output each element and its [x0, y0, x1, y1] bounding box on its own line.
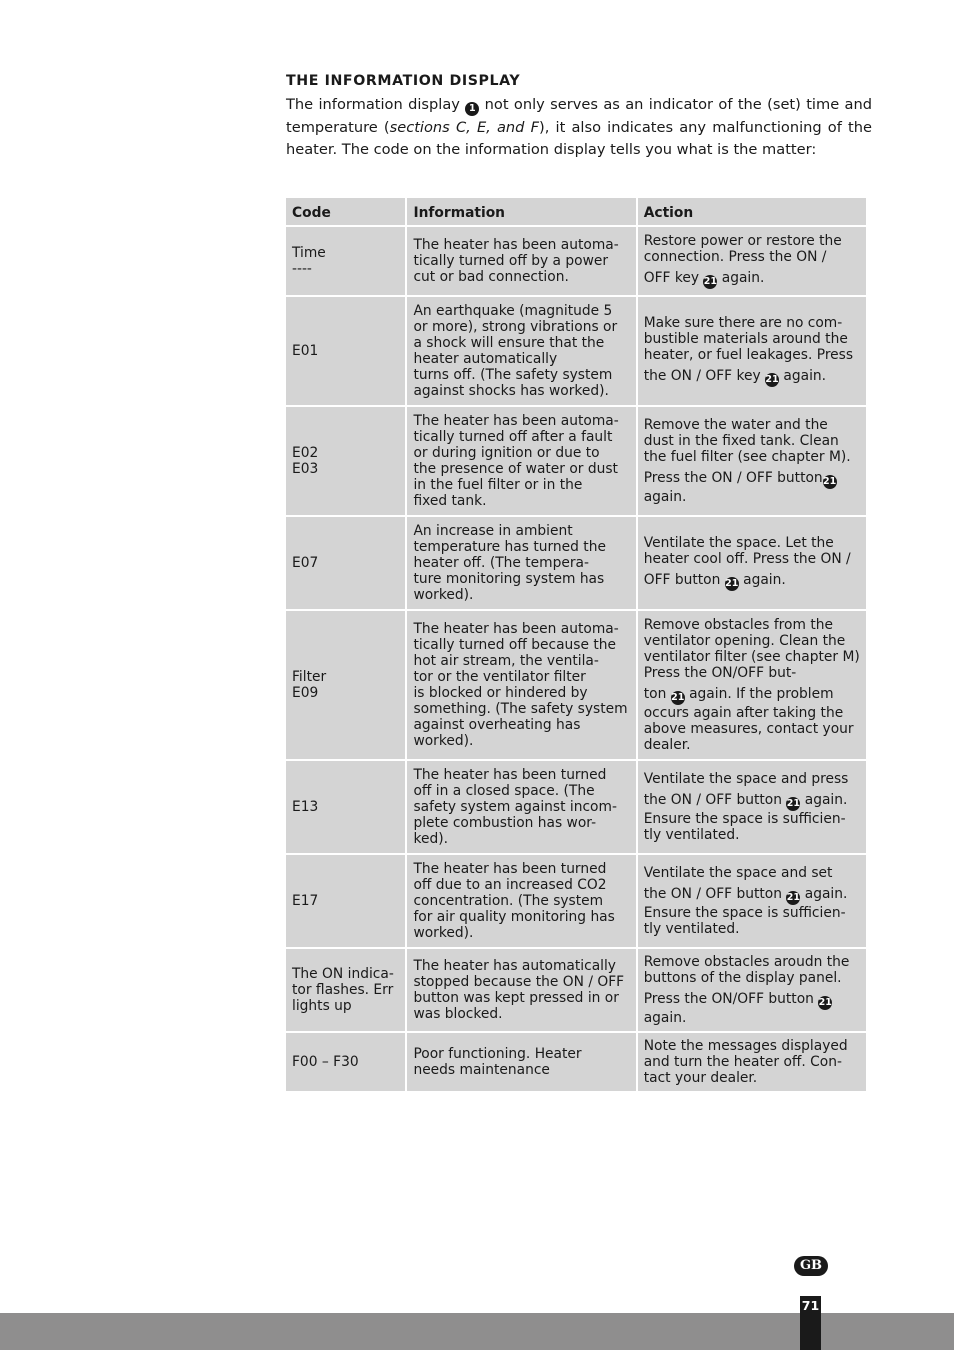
information-line: An increase in ambient: [413, 522, 573, 539]
cell-action: [638, 855, 866, 947]
information-line: button was kept pressed in or: [413, 990, 619, 1007]
cell-action: [638, 517, 866, 609]
code-line: F00 – F30: [292, 1054, 359, 1071]
code-line: Time: [292, 245, 326, 261]
action-text-after: again.: [738, 572, 786, 589]
action-text: the ON / OFF button: [643, 886, 787, 903]
table-row: [286, 611, 866, 759]
action-text: OFF key: [643, 270, 704, 287]
action-text: Remove the water and the dust in the fixed tank. Clean the fuel filter (see chapter M).: [643, 416, 851, 466]
information-line: in the fuel filter or in the: [413, 477, 583, 494]
action-text: Make sure there are no com-bustible materials around the heater, or fuel leakages. Press: [643, 314, 854, 364]
information-line: the presence of water or dust: [413, 461, 618, 478]
table-header-row: [286, 198, 866, 225]
action-paragraph: [644, 368, 861, 387]
table-row: [286, 517, 866, 609]
table-body: [286, 227, 866, 1091]
callout-21-icon: 21: [786, 892, 800, 904]
cell-action: [638, 407, 866, 515]
header-code: Code: [286, 198, 405, 225]
action-text: OFF button: [643, 572, 725, 589]
action-paragraph: [644, 470, 861, 505]
cell-information: [407, 761, 635, 853]
action-paragraph: [644, 270, 861, 289]
information-line: something. (The safety system: [413, 701, 628, 718]
action-paragraph: [644, 233, 861, 265]
information-line: The heater has been turned: [413, 860, 607, 877]
action-text: Ventilate the space. Let the heater cool off. Press the ON /: [643, 535, 851, 568]
code-line: The ON indica-: [292, 965, 394, 982]
information-line: safety system against incom-: [413, 799, 617, 816]
action-paragraph: [644, 954, 861, 986]
action-paragraph: [644, 535, 861, 567]
information-line: against overheating has: [413, 717, 581, 734]
code-line: E03: [292, 461, 319, 478]
information-line: The heater has automatically: [413, 957, 616, 974]
action-text: the ON / OFF button: [643, 792, 787, 809]
code-line: ----: [292, 261, 312, 278]
code-line: E09: [292, 685, 319, 702]
callout-21-icon: 21: [765, 374, 779, 386]
action-paragraph: [644, 865, 861, 881]
action-paragraph: [644, 792, 861, 843]
information-line: against shocks has worked).: [413, 383, 609, 400]
code-line: E01: [292, 343, 319, 360]
cell-code: [286, 1033, 405, 1091]
cell-information: [407, 517, 635, 609]
information-line: is blocked or hindered by: [413, 685, 588, 702]
page-number: 71: [801, 1298, 820, 1313]
information-line: tically turned off after a fault: [413, 428, 613, 445]
information-line: worked).: [413, 587, 474, 604]
cell-action: [638, 297, 866, 405]
cell-information: [407, 297, 635, 405]
information-line: ked).: [413, 831, 448, 848]
table-row: [286, 855, 866, 947]
information-line: tically turned off by a power: [413, 253, 609, 270]
action-paragraph: [644, 686, 861, 753]
intro-sections-ref: sections C, E, and F: [389, 118, 540, 136]
action-text-after: again.: [643, 489, 687, 506]
information-line: heater off. (The tempera-: [413, 555, 589, 572]
action-paragraph: [644, 572, 861, 591]
information-line: The heater has been automa-: [413, 412, 619, 429]
information-line: The heater has been turned: [413, 766, 607, 783]
action-text-after: again. Ensure the space is sufficien-tly ventilated.: [643, 886, 848, 938]
information-line: The heater has been automa-: [413, 620, 619, 637]
information-line: temperature has turned the: [413, 538, 606, 555]
action-text-after: again. If the problem occurs again after taking the above measures, contact your dealer.: [643, 686, 854, 754]
information-line: plete combustion has wor-: [413, 815, 597, 832]
information-line: An earthquake (magnitude 5: [413, 302, 613, 319]
cell-information: [407, 855, 635, 947]
table-row: [286, 227, 866, 295]
cell-action: [638, 949, 866, 1031]
code-line: tor flashes. Err: [292, 982, 394, 999]
intro-text-1: The information display: [286, 96, 466, 113]
cell-code: [286, 761, 405, 853]
action-text: Restore power or restore the connection. Press the ON /: [643, 233, 842, 266]
action-text: Ventilate the space and press: [643, 770, 849, 787]
callout-21-icon: 21: [786, 798, 800, 810]
action-text: ton: [643, 686, 671, 703]
action-paragraph: [644, 886, 861, 937]
code-line: Filter: [292, 669, 327, 685]
code-line: E07: [292, 555, 319, 572]
information-line: needs maintenance: [413, 1062, 550, 1079]
intro-text-3: ), it also indicates any malfunctioning of the heater. The code on the information display tells you what is the matter:: [286, 118, 872, 158]
cell-action: [638, 611, 866, 759]
code-line: E02: [292, 445, 319, 461]
code-line: E13: [292, 799, 319, 816]
cell-code: [286, 227, 405, 295]
cell-code: [286, 611, 405, 759]
cell-information: [407, 611, 635, 759]
callout-1-icon: 1: [465, 102, 479, 116]
action-text: Press the ON/OFF button: [643, 991, 819, 1008]
information-line: tor or the ventilator filter: [413, 669, 586, 685]
action-text-after: again.: [717, 270, 765, 287]
error-code-table: [284, 196, 868, 1093]
table-row: [286, 1033, 866, 1091]
code-line: E17: [292, 893, 319, 910]
cell-code: [286, 949, 405, 1031]
action-paragraph: [644, 991, 861, 1026]
action-paragraph: [644, 417, 861, 465]
information-line: Poor functioning. Heater: [413, 1046, 582, 1062]
information-line: concentration. (The system: [413, 893, 604, 910]
cell-information: [407, 227, 635, 295]
information-line: or more), strong vibrations or: [413, 318, 618, 335]
information-line: off in a closed space. (The: [413, 782, 595, 799]
information-line: stopped because the ON / OFF: [413, 974, 625, 990]
information-line: worked).: [413, 733, 474, 750]
information-line: cut or bad connection.: [413, 269, 569, 286]
cell-code: [286, 407, 405, 515]
callout-21-icon: 21: [818, 997, 832, 1009]
action-text: Note the messages displayed and turn the heater off. Con-tact your dealer.: [643, 1037, 848, 1087]
cell-action: [638, 761, 866, 853]
callout-21-icon: 21: [823, 476, 837, 488]
callout-21-icon: 21: [703, 276, 717, 288]
information-line: worked).: [413, 925, 474, 942]
action-text: Remove obstacles from the ventilator opening. Clean the ventilator filter (see chapter M) Press the ON/OFF but-: [643, 616, 860, 682]
cell-code: [286, 855, 405, 947]
table-row: [286, 949, 866, 1031]
information-line: fixed tank.: [413, 493, 487, 510]
table-row: [286, 297, 866, 405]
information-line: hot air stream, the ventila-: [413, 652, 599, 669]
action-text-after: again. Ensure the space is sufficien-tly ventilated.: [643, 792, 848, 844]
action-text: Press the ON / OFF button: [643, 470, 823, 487]
information-line: a shock will ensure that the: [413, 335, 605, 351]
information-line: tically turned off because the: [413, 636, 616, 653]
action-text-after: again.: [643, 1010, 687, 1027]
intro-paragraph: [286, 94, 872, 162]
section-title: THE INFORMATION DISPLAY: [286, 73, 521, 89]
action-text: the ON / OFF key: [643, 368, 766, 385]
action-text: Ventilate the space and set: [643, 864, 833, 881]
cell-action: [638, 227, 866, 295]
action-text: Remove obstacles aroudn the buttons of the display panel.: [643, 953, 850, 987]
information-line: turns off. (The safety system: [413, 367, 613, 384]
callout-21-icon: 21: [725, 578, 739, 590]
information-line: or during ignition or due to: [413, 445, 600, 461]
table-row: [286, 761, 866, 853]
action-text-after: again.: [779, 368, 827, 385]
header-action: Action: [638, 198, 866, 225]
information-line: The heater has been automa-: [413, 236, 619, 253]
information-line: ture monitoring system has: [413, 571, 605, 588]
cell-action: [638, 1033, 866, 1091]
information-line: for air quality monitoring has: [413, 909, 615, 926]
action-paragraph: [644, 617, 861, 681]
header-information: Information: [407, 198, 635, 225]
cell-code: [286, 297, 405, 405]
language-badge: GB: [794, 1256, 828, 1276]
cell-code: [286, 517, 405, 609]
intro-text-2: not only serves as an indicator of the (set) time and temperature (: [286, 96, 872, 136]
cell-information: [407, 1033, 635, 1091]
information-line: heater automatically: [413, 351, 558, 368]
callout-21-icon: 21: [671, 692, 685, 704]
action-paragraph: [644, 1038, 861, 1086]
action-paragraph: [644, 315, 861, 363]
cell-information: [407, 949, 635, 1031]
code-line: lights up: [292, 998, 352, 1015]
cell-information: [407, 407, 635, 515]
table-row: [286, 407, 866, 515]
information-line: was blocked.: [413, 1006, 503, 1023]
information-line: off due to an increased CO2: [413, 876, 607, 893]
action-paragraph: [644, 771, 861, 787]
